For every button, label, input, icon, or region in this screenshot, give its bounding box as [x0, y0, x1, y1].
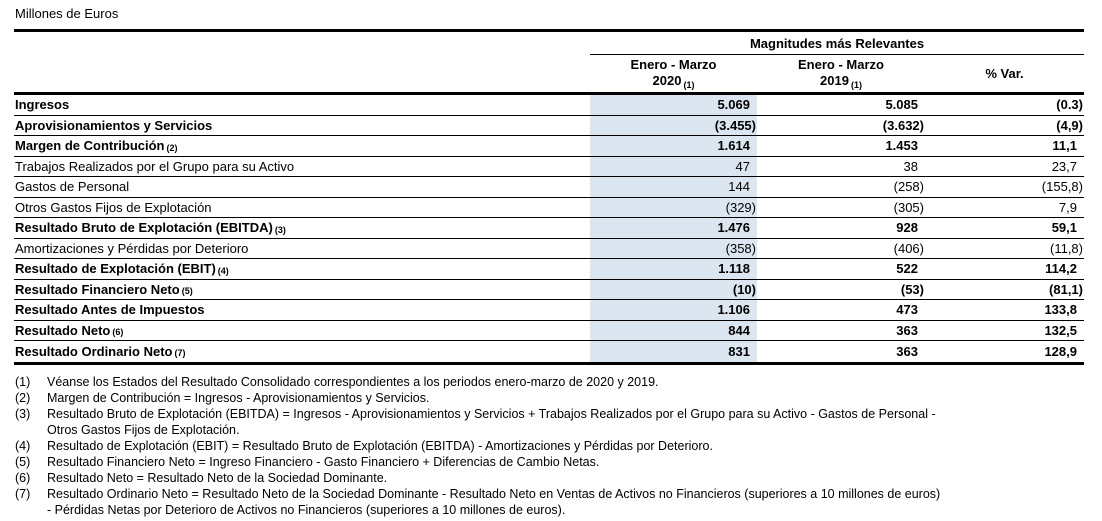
- value-2019: [757, 280, 925, 300]
- footnotes-section: [14, 374, 1084, 518]
- value-var: [925, 321, 1084, 341]
- footnote: [15, 374, 1084, 390]
- footnote-ref: (6): [112, 327, 124, 338]
- footnote-ref: (1): [850, 80, 862, 90]
- value-2019-text: 522: [896, 261, 918, 277]
- footnote-number: (6): [15, 470, 31, 485]
- row-label: [14, 136, 590, 156]
- header-spacer: [14, 32, 590, 92]
- units-label: Millones de Euros: [15, 6, 119, 21]
- column-header-2020-line2: 2020 $_{(1)}$: [652, 73, 695, 90]
- value-2020: [590, 95, 757, 115]
- value-2020: [590, 136, 757, 156]
- value-2019-text: 1.453: [885, 138, 918, 154]
- group-header-label: Magnitudes más Relevantes: [749, 35, 925, 51]
- footnote-line: Resultado Ordinario Neto = Resultado Neto de la Sociedad Dominante - Resultado Neto en Ventas de Activos no Financieros (superiores a 10 millones de euros): [47, 486, 941, 501]
- footnote-text: [47, 406, 1084, 438]
- value-var: [925, 280, 1084, 300]
- value-2019: [757, 321, 925, 341]
- value-2020-text: 844: [728, 322, 750, 338]
- row-label: [14, 321, 590, 341]
- value-2019: [757, 116, 925, 136]
- value-var: [925, 300, 1084, 320]
- row-label-text: Aprovisionamientos y Servicios: [15, 117, 213, 133]
- table-row: [14, 341, 1084, 362]
- value-var-text: 133,8: [1044, 302, 1077, 318]
- column-header-2019-line2: 2019 $_{(1)}$: [820, 73, 862, 90]
- footnote-text: [47, 470, 1084, 486]
- footnote-text: [47, 438, 1084, 454]
- value-var: [925, 218, 1084, 238]
- footnote: [15, 454, 1084, 470]
- value-2020-text: 1.106: [717, 302, 750, 318]
- footnote-number: (3): [15, 406, 31, 421]
- footnote-ref: (5): [181, 286, 193, 297]
- footnote-text: [47, 486, 1084, 518]
- row-label: [14, 259, 590, 279]
- value-2019: [757, 177, 925, 197]
- value-2019: [757, 239, 925, 259]
- row-label: [14, 341, 590, 362]
- row-label-text: Amortizaciones y Pérdidas por Deterioro: [15, 240, 249, 256]
- row-label-text: Resultado de Explotación (EBIT): [15, 261, 216, 277]
- column-header-2019: [757, 55, 925, 92]
- footnote: [15, 390, 1084, 406]
- row-label: [14, 218, 590, 238]
- value-var: [925, 95, 1084, 115]
- table-header: [14, 32, 1084, 92]
- value-var: [925, 157, 1084, 177]
- row-label: [14, 300, 590, 320]
- column-headers: [590, 55, 1084, 92]
- value-2020: [590, 239, 757, 259]
- value-2020: [590, 280, 757, 300]
- value-2020: [590, 157, 757, 177]
- row-label: [14, 177, 590, 197]
- value-var-text: 7,9: [1058, 199, 1077, 215]
- column-header-2020-line1: Enero - Marzo: [630, 57, 717, 72]
- value-2020-text: 5.069: [717, 97, 750, 113]
- footnote-ref: (4): [217, 265, 229, 276]
- table-row: [14, 300, 1084, 321]
- value-var-text: (11,8): [1050, 240, 1083, 256]
- row-label: [14, 239, 590, 259]
- value-var-text: (81,1): [1049, 281, 1083, 297]
- value-2019-text: (53): [900, 281, 924, 297]
- value-2020: [590, 198, 757, 218]
- value-2020: [590, 300, 757, 320]
- row-label: [14, 95, 590, 115]
- column-header-2019-line1: Enero - Marzo: [798, 57, 884, 72]
- footnote: [15, 486, 1084, 518]
- row-label-text: Resultado Ordinario Neto: [15, 343, 173, 359]
- value-2019-text: 473: [896, 302, 918, 318]
- value-2019-text: 38: [903, 158, 918, 174]
- value-var-text: 11,1: [1052, 138, 1077, 154]
- column-header-2020: [590, 55, 757, 92]
- row-label-text: Ingresos: [15, 97, 70, 113]
- table-row: [14, 136, 1084, 157]
- footnote-line: Resultado Neto = Resultado Neto de la Sociedad Dominante.: [47, 470, 388, 485]
- footnote-number: (7): [15, 486, 31, 501]
- footnote-text: [47, 374, 1084, 390]
- row-label-text: Resultado Antes de Impuestos: [15, 302, 205, 318]
- value-2020-text: 1.118: [718, 261, 750, 277]
- footnote-text: [47, 454, 1084, 470]
- value-2020-text: 831: [728, 343, 750, 359]
- footnote-number: (1): [15, 374, 31, 389]
- value-2020: [590, 116, 757, 136]
- row-label-text: Resultado Financiero Neto: [15, 281, 180, 297]
- value-var-text: (0.3): [1056, 97, 1083, 113]
- table-row: [14, 218, 1084, 239]
- value-var-text: 23,7: [1051, 158, 1077, 174]
- value-2020-text: 1.476: [717, 220, 750, 236]
- footnote-line: Resultado de Explotación (EBIT) = Resultado Bruto de Explotación (EBITDA) - Amortizaciones y Pérdidas por Deterioro.: [47, 438, 713, 453]
- row-label-text: Resultado Neto: [15, 322, 111, 338]
- value-2020-text: (10): [732, 281, 756, 297]
- value-2020-text: 47: [735, 158, 750, 174]
- footnote-ref: (2): [166, 142, 178, 153]
- value-2020: [590, 177, 757, 197]
- footnote-text: [47, 390, 1084, 406]
- table-row: [14, 280, 1084, 301]
- row-label: [14, 198, 590, 218]
- bottom-rule: [14, 362, 1084, 365]
- value-var: [925, 177, 1084, 197]
- table-row: [14, 95, 1084, 116]
- row-label: [14, 280, 590, 300]
- value-var-text: (4,9): [1056, 117, 1083, 133]
- footnote-ref: (3): [274, 224, 286, 235]
- value-2019: [757, 218, 925, 238]
- value-2020-text: 1.614: [717, 138, 750, 154]
- value-var: [925, 198, 1084, 218]
- footnote-line: Véanse los Estados del Resultado Consolidado correspondientes a los periodos enero-marzo de 2020 y 2019.: [47, 374, 659, 389]
- column-header-var-label: % Var.: [985, 65, 1024, 81]
- footnote-number: (4): [15, 438, 31, 453]
- table-row: [14, 259, 1084, 280]
- row-label-text: Margen de Contribución: [15, 138, 165, 154]
- row-label-text: Resultado Bruto de Explotación (EBITDA): [15, 220, 273, 236]
- value-var-text: 59,1: [1051, 220, 1077, 236]
- footnote-line: Otros Gastos Fijos de Explotación.: [47, 422, 240, 437]
- value-2020: [590, 341, 757, 362]
- value-2019-text: 363: [896, 322, 918, 338]
- value-var-text: 128,9: [1044, 343, 1077, 359]
- table-row: [14, 157, 1084, 178]
- value-2020: [590, 218, 757, 238]
- value-2020-text: 144: [728, 179, 750, 195]
- value-2019-text: 928: [896, 220, 918, 236]
- row-label-text: Trabajos Realizados por el Grupo para su Activo: [15, 158, 295, 174]
- footnote-line: Resultado Bruto de Explotación (EBITDA) = Ingresos - Aprovisionamientos y Servicios + Trabajos Realizados por el Grupo para su Activo - Gastos de Personal -: [47, 406, 936, 421]
- column-header-var: [925, 55, 1084, 92]
- row-label: [14, 116, 590, 136]
- row-label-text: Gastos de Personal: [15, 179, 130, 195]
- table-row: [14, 198, 1084, 219]
- table-row: [14, 321, 1084, 342]
- footnote-number: (5): [15, 454, 31, 469]
- value-var-text: 132,5: [1044, 322, 1077, 338]
- value-var: [925, 239, 1084, 259]
- value-2019: [757, 341, 925, 362]
- value-2019: [757, 136, 925, 156]
- value-var: [925, 116, 1084, 136]
- footnote: [15, 438, 1084, 454]
- footnote: [15, 406, 1084, 438]
- row-label: [14, 157, 590, 177]
- footnote: [15, 470, 1084, 486]
- value-2020: [590, 259, 757, 279]
- value-2020-text: (3.455): [714, 117, 756, 133]
- value-2020-text: (358): [725, 240, 756, 256]
- value-var-text: 114,2: [1045, 261, 1077, 277]
- table-body: [14, 95, 1084, 362]
- financial-table: [14, 6, 1084, 518]
- value-var-text: (155,8): [1041, 179, 1083, 195]
- footnote-line: Resultado Financiero Neto = Ingreso Financiero - Gasto Financiero + Diferencias de Cambio Netas.: [47, 454, 600, 469]
- table-row: [14, 177, 1084, 198]
- row-label-text: Otros Gastos Fijos de Explotación: [15, 199, 212, 215]
- value-var: [925, 136, 1084, 156]
- footnote-line: Margen de Contribución = Ingresos - Aprovisionamientos y Servicios.: [47, 390, 430, 405]
- group-header: [590, 32, 1084, 55]
- table-row: [14, 116, 1084, 137]
- value-2019: [757, 95, 925, 115]
- value-2019-text: 363: [896, 343, 918, 359]
- value-2019: [757, 157, 925, 177]
- value-2019-text: (406): [893, 240, 924, 256]
- table-row: [14, 239, 1084, 260]
- footnote-number: (2): [15, 390, 31, 405]
- header-columns: [590, 32, 1084, 92]
- value-2019: [757, 259, 925, 279]
- value-2019-text: (3.632): [882, 117, 924, 133]
- value-2020-text: (329): [725, 199, 756, 215]
- value-2020: [590, 321, 757, 341]
- footnote-ref: (1): [683, 80, 695, 90]
- footnote-line: - Pérdidas Netas por Deterioro de Activos no Financieros (superiores a 10 millones de euros).: [47, 502, 566, 517]
- value-2019-text: (305): [893, 199, 924, 215]
- value-2019: [757, 198, 925, 218]
- value-var: [925, 259, 1084, 279]
- value-2019: [757, 300, 925, 320]
- footnote-ref: (7): [174, 348, 186, 359]
- value-var: [925, 341, 1084, 362]
- value-2019-text: 5.085: [885, 97, 918, 113]
- value-2019-text: (258): [893, 179, 924, 195]
